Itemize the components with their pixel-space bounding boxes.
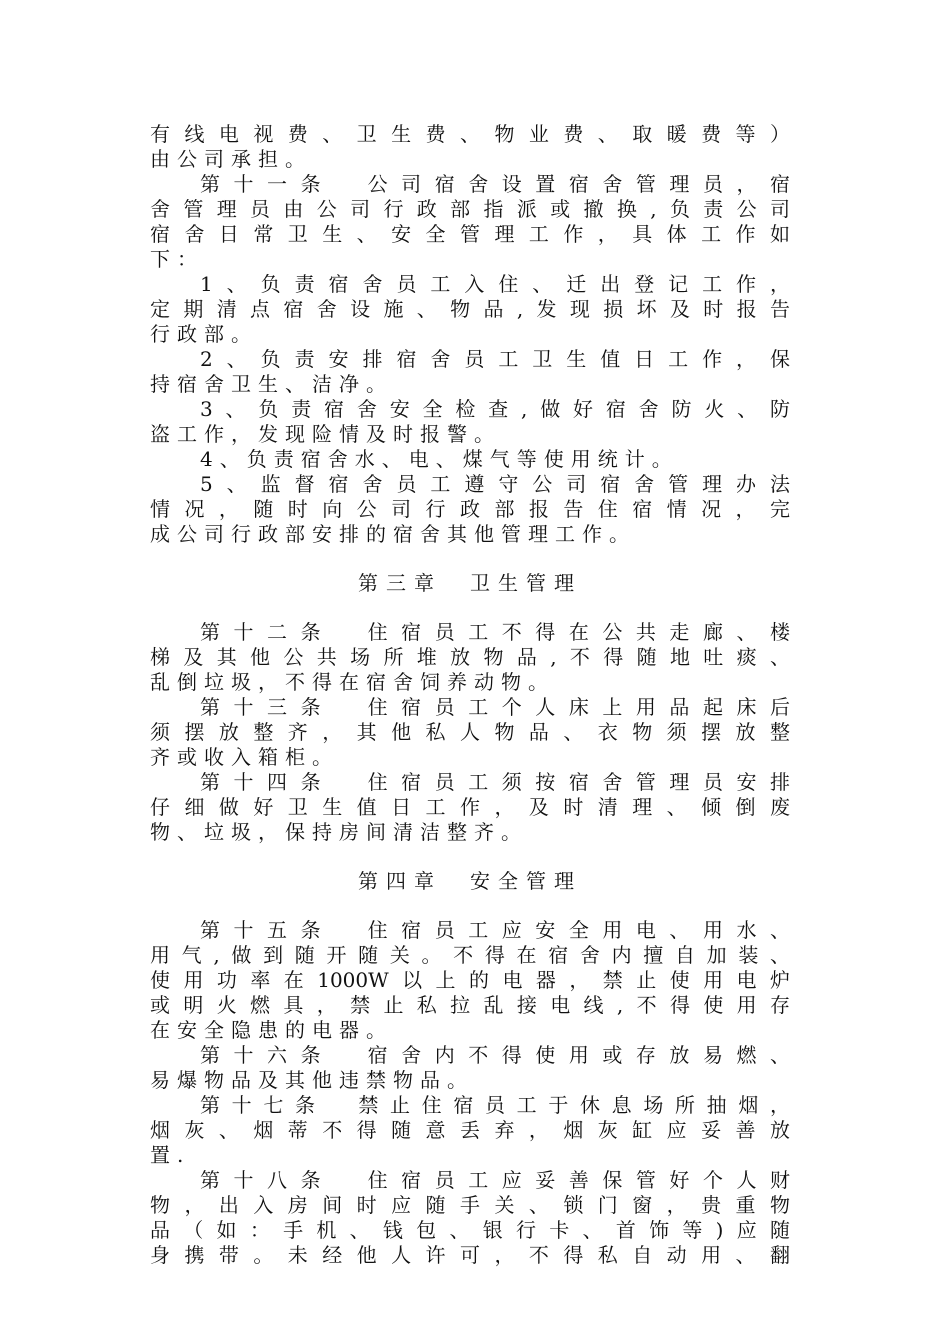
paragraph-line: 4、负责宿舍水、电、煤气等使用统计。	[200, 447, 679, 471]
paragraph-line: 梯及其他公共场所堆放物品,不得随地吐痰、	[150, 645, 790, 669]
paragraph-line: 定期清点宿舍设施、物品,发现损坏及时报告	[150, 297, 790, 321]
paragraph-line: 须摆放整齐，其他私人物品、衣物须摆放整	[150, 720, 790, 744]
paragraph-line: 物，出入房间时应随手关、锁门窗，贵重物	[150, 1193, 790, 1217]
paragraph-line: 置.	[150, 1143, 191, 1167]
paragraph-line: 盗工作，发现险情及时报警。	[150, 422, 501, 446]
chapter-heading: 第三章 卫生管理	[358, 571, 582, 595]
paragraph-line: 或明火燃具，禁止私拉乱接电线,不得使用存	[150, 993, 790, 1017]
paragraph-line: 第十二条 住宿员工不得在公共走廊、楼	[200, 620, 790, 644]
paragraph-line: 持宿舍卫生、洁净。	[150, 372, 393, 396]
paragraph-line: 第十五条 住宿员工应安全用电、用水、	[200, 918, 790, 942]
paragraph-line: 使用功率在1000W以上的电器，禁止使用电炉	[150, 968, 790, 992]
paragraph-line: 第十三条 住宿员工个人床上用品起床后	[200, 695, 790, 719]
paragraph-line: 易爆物品及其他违禁物品。	[150, 1068, 474, 1092]
chapter-heading: 第四章 安全管理	[358, 869, 582, 893]
paragraph-line: 身携带。未经他人许可，不得私自动用、翻	[150, 1243, 790, 1267]
document-page	[150, 122, 790, 1268]
paragraph-line: 烟灰、烟蒂不得随意丢弃，烟灰缸应妥善放	[150, 1118, 790, 1142]
paragraph-line: 用气,做到随开随关。不得在宿舍内擅自加装、	[150, 943, 790, 967]
paragraph-line: 物、垃圾，保持房间清洁整齐。	[150, 820, 528, 844]
paragraph-line: 行政部。	[150, 322, 258, 346]
paragraph-line: 品（如：手机、钱包、银行卡、首饰等)应随	[150, 1218, 790, 1242]
paragraph-line: 宿舍日常卫生、安全管理工作，具体工作如	[150, 222, 790, 246]
paragraph-line: 1、负责宿舍员工入住、迁出登记工作，	[200, 272, 790, 296]
paragraph-line: 乱倒垃圾，不得在宿舍饲养动物。	[150, 670, 555, 694]
paragraph-line: 第十一条 公司宿舍设置宿舍管理员，宿	[200, 172, 790, 196]
paragraph-line: 第十六条 宿舍内不得使用或存放易燃、	[200, 1043, 790, 1067]
paragraph-line: 第十七条 禁止住宿员工于休息场所抽烟，	[200, 1093, 790, 1117]
paragraph-line: 仔细做好卫生值日工作，及时清理、倾倒废	[150, 795, 790, 819]
paragraph-line: 舍管理员由公司行政部指派或撤换,负责公司	[150, 197, 790, 221]
paragraph-line: 5、监督宿舍员工遵守公司宿舍管理办法	[200, 472, 790, 496]
paragraph-line: 2、负责安排宿舍员工卫生值日工作，保	[200, 347, 790, 371]
paragraph-line: 有线电视费、卫生费、物业费、取暖费等）	[150, 122, 790, 146]
paragraph-line: 第十八条 住宿员工应妥善保管好个人财	[200, 1168, 790, 1192]
paragraph-line: 情况，随时向公司行政部报告住宿情况，完	[150, 497, 790, 521]
paragraph-line: 由公司承担。	[150, 147, 312, 171]
paragraph-line: 下：	[150, 247, 204, 271]
paragraph-line: 3、负责宿舍安全检查,做好宿舍防火、防	[200, 397, 790, 421]
paragraph-line: 成公司行政部安排的宿舍其他管理工作。	[150, 522, 636, 546]
paragraph-line: 在安全隐患的电器。	[150, 1018, 393, 1042]
document-body	[150, 122, 790, 1268]
paragraph-line: 齐或收入箱柜。	[150, 745, 339, 769]
paragraph-line: 第十四条 住宿员工须按宿舍管理员安排	[200, 770, 790, 794]
